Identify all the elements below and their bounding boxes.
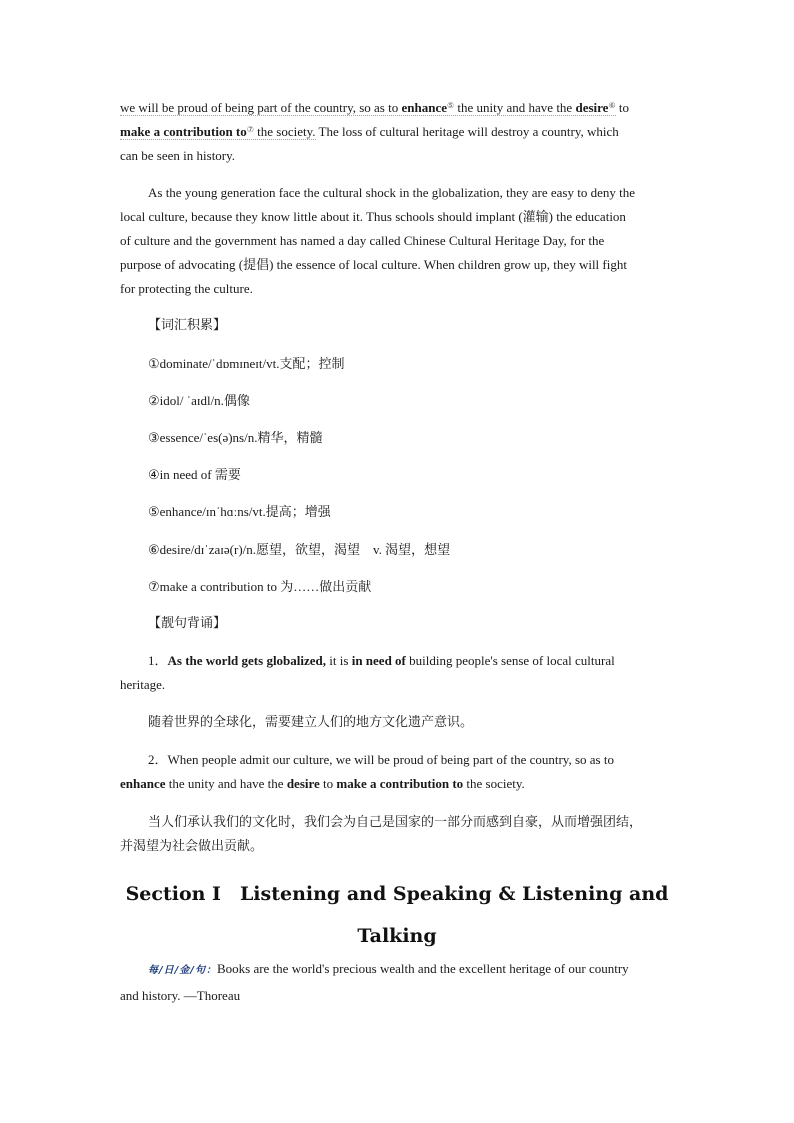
para1-line2 bbox=[120, 120, 619, 144]
section-title-line1: Section Ⅰ Listening and Speaking & Listening and bbox=[125, 883, 669, 905]
bold-phrase: make a contribution to bbox=[336, 776, 464, 791]
footnote-marker: ⑤ bbox=[446, 101, 455, 110]
vocab-item-3: ③essence/ˈes(ə)ns/n.精华，精髓 bbox=[148, 430, 323, 445]
bold-phrase: in need of bbox=[351, 653, 406, 668]
text-run: the unity and have the bbox=[165, 776, 287, 791]
para2-line4: purpose of advocating (提倡) the essence of local culture. When children grow up, they will fight bbox=[120, 257, 627, 272]
para2-line1: As the young generation face the cultural shock in the globalization, they are easy to deny the bbox=[148, 185, 635, 200]
text-run: to bbox=[319, 776, 337, 791]
sentence-number: 1． bbox=[148, 653, 168, 668]
quote-label: 每/日/金/句： bbox=[148, 965, 217, 976]
sentence-2-translation-line1: 当人们承认我们的文化时，我们会为自己是国家的一部分而感到自豪，从而增强团结， bbox=[148, 815, 643, 830]
text-run: the unity and have the bbox=[454, 100, 576, 115]
text-run: to bbox=[615, 100, 629, 115]
para2-line5: for protecting the culture. bbox=[120, 281, 253, 296]
footnote-marker: ⑥ bbox=[608, 101, 616, 110]
keyword-desire: desire bbox=[575, 100, 609, 115]
sentence-number: 2． bbox=[148, 752, 168, 767]
keyword-enhance: enhance bbox=[401, 100, 447, 115]
vocab-item-5: ⑤enhance/ɪnˈhɑːns/vt.提高；增强 bbox=[148, 504, 331, 519]
footnote-marker: ⑦ bbox=[246, 125, 254, 134]
bold-phrase: enhance bbox=[120, 776, 166, 791]
section-title-line2: Talking bbox=[357, 925, 437, 947]
text-run: building people's sense of local cultural bbox=[405, 653, 615, 668]
vocab-heading: 【词汇积累】 bbox=[148, 318, 227, 333]
daily-quote-line2: and history. —Thoreau bbox=[120, 988, 241, 1003]
vocab-item-4: ④in need of 需要 bbox=[148, 467, 241, 482]
vocab-item-1: ①dominate/ˈdɒmɪneɪt/vt.支配；控制 bbox=[148, 356, 345, 371]
sentence-2-line2 bbox=[120, 772, 525, 796]
text-run: When people admit our culture, we will be proud of being part of the country, so as to bbox=[167, 752, 614, 767]
keyword-contribution: make a contribution to bbox=[120, 124, 247, 139]
para1-line1 bbox=[120, 96, 674, 120]
sentence-1-line2: heritage. bbox=[120, 677, 166, 692]
para2-line3: of culture and the government has named a day called Chinese Cultural Heritage Day, for the bbox=[120, 233, 605, 248]
text-run: the society. bbox=[463, 776, 525, 791]
sentence-1-translation: 随着世界的全球化，需要建立人们的地方文化遗产意识。 bbox=[148, 715, 474, 730]
para1-line3: can be seen in history. bbox=[120, 148, 236, 163]
text-run: The loss of cultural heritage will destroy a country, which bbox=[315, 124, 619, 139]
bold-phrase: desire bbox=[286, 776, 320, 791]
bold-phrase: As the world gets globalized, bbox=[167, 653, 327, 668]
sentence-heading: 【靓句背诵】 bbox=[148, 616, 227, 631]
sentence-2-translation-line2: 并渴望为社会做出贡献。 bbox=[120, 839, 264, 854]
text-run: the society. bbox=[253, 124, 316, 139]
vocab-item-7: ⑦make a contribution to 为……做出贡献 bbox=[148, 579, 372, 594]
text-run: we will be proud of being part of the country, so as to bbox=[120, 100, 402, 115]
para2-line2: local culture, because they know little about it. Thus schools should implant (灌输) the education bbox=[120, 209, 626, 224]
vocab-item-6: ⑥desire/dɪˈzaɪə(r)/n.愿望，欲望，渴望 v. 渴望，想望 bbox=[148, 542, 451, 557]
vocab-item-2: ②idol/ ˈaɪdl/n.偶像 bbox=[148, 393, 250, 408]
text-run: it is bbox=[326, 653, 352, 668]
quote-text: Books are the world's precious wealth and the excellent heritage of our country bbox=[216, 961, 629, 976]
sentence-2-line1 bbox=[148, 748, 614, 772]
sentence-1-line1 bbox=[148, 649, 615, 673]
daily-quote-line1 bbox=[148, 957, 629, 983]
